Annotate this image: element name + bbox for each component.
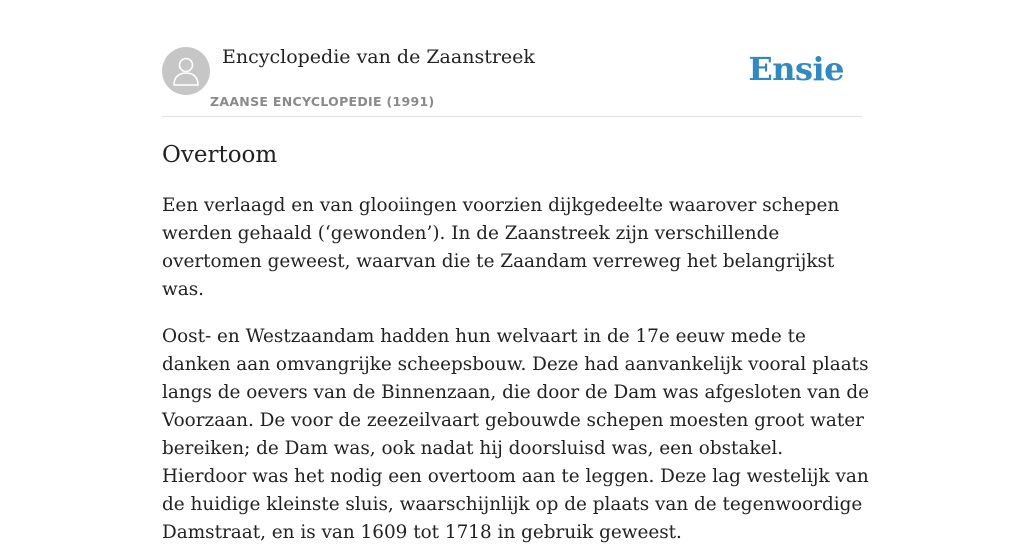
source-title-link[interactable]: Encyclopedie van de Zaanstreek	[222, 46, 535, 68]
user-avatar-icon	[172, 55, 200, 87]
article	[162, 140, 872, 547]
source-header	[162, 44, 862, 117]
source-avatar[interactable]	[162, 47, 210, 95]
article-paragraph: Een verlaagd en van glooiingen voorzien dijkgedeelte waarover schepen werden gehaald (‘gewonden’). In de Zaanstreek zijn verschillende overtomen geweest, waarvan die te Zaandam verreweg het belangrijkst was.	[162, 195, 840, 300]
article-paragraph: Oost- en Westzaandam hadden hun welvaart in de 17e eeuw mede te danken aan omvangrijke scheepsbouw. Deze had aanvankelijk vooral plaats langs de oevers van de Binnenzaan, die door de Dam was afgesloten van de Voorzaan. De voor de zeezeilvaart gebouwde schepen moesten groot water bereiken; de Dam was, ook nadat hij doorsluisd was, een obstakel. Hierdoor was het nodig een overtoom aan te leggen. Deze lag westelijk van de huidige kleinste sluis, waarschijnlijk op de plaats van de tegenwoordige Damstraat, en is van 1609 tot 1718 in gebruik geweest.	[162, 326, 869, 543]
article-title: Overtoom	[162, 142, 278, 168]
source-subtitle: ZAANSE ENCYCLOPEDIE (1991)	[210, 94, 435, 109]
brand-logo[interactable]: Ensie	[748, 50, 844, 88]
